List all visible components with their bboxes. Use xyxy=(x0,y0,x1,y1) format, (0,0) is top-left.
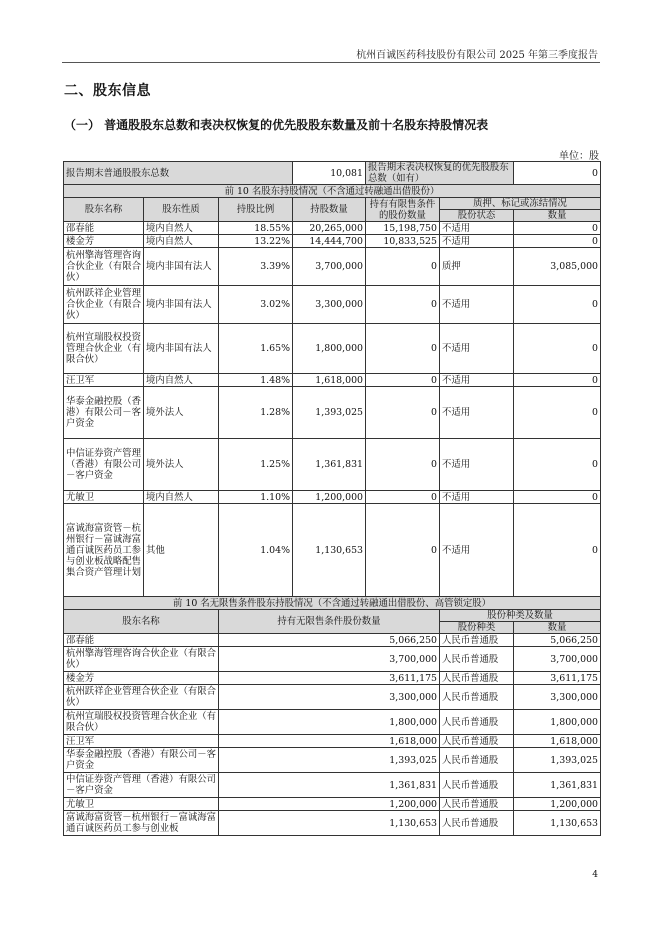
col-header-name: 股东名称 xyxy=(64,198,144,222)
page-number: 4 xyxy=(592,870,598,880)
col-header-ratio: 持股比例 xyxy=(219,198,293,222)
share-quantity: 3,611,175 xyxy=(514,672,601,685)
pledge-quantity: 0 xyxy=(514,491,601,504)
shareholder-name: 杭州跃祥企业管理合伙企业（有限合伙） xyxy=(64,685,219,710)
shareholder-nature: 境内非国有法人 xyxy=(144,286,219,324)
share-ratio: 3.02% xyxy=(219,286,293,324)
pledge-quantity: 0 xyxy=(514,235,601,248)
col-header-name: 股东名称 xyxy=(64,610,219,634)
shareholder-nature: 其他 xyxy=(144,504,219,597)
share-ratio: 1.48% xyxy=(219,374,293,387)
shareholder-name: 尤敏卫 xyxy=(64,491,144,504)
share-type: 人民币普通股 xyxy=(440,634,514,647)
restricted-amount: 0 xyxy=(366,439,440,491)
shareholder-nature: 境内非国有法人 xyxy=(144,324,219,374)
table-row xyxy=(64,735,601,748)
share-ratio: 1.65% xyxy=(219,324,293,374)
section-title: 二、股东信息 xyxy=(64,83,151,99)
share-quantity: 1,618,000 xyxy=(514,735,601,748)
shareholder-name: 华泰金融控股（香港）有限公司－客户资金 xyxy=(64,387,144,439)
unrestricted-amount: 1,361,831 xyxy=(219,773,440,798)
shareholder-name: 杭州宣瑞股权投资管理合伙企业（有限合伙） xyxy=(64,710,219,735)
share-amount: 1,130,653 xyxy=(293,504,366,597)
col-header-share-qty: 数量 xyxy=(514,622,601,634)
pledge-status: 不适用 xyxy=(440,491,514,504)
share-amount: 1,618,000 xyxy=(293,374,366,387)
table-row xyxy=(64,491,601,504)
table-row xyxy=(64,748,601,773)
table-row xyxy=(64,387,601,439)
share-type: 人民币普通股 xyxy=(440,748,514,773)
shareholder-name: 杭州擎海管理咨询合伙企业（有限合伙） xyxy=(64,647,219,672)
table-row xyxy=(64,222,601,235)
pledge-quantity: 0 xyxy=(514,504,601,597)
shareholder-nature: 境内自然人 xyxy=(144,222,219,235)
restricted-amount: 0 xyxy=(366,248,440,286)
pledge-quantity: 0 xyxy=(514,374,601,387)
share-quantity: 3,300,000 xyxy=(514,685,601,710)
pledge-status: 不适用 xyxy=(440,286,514,324)
pledge-status: 不适用 xyxy=(440,439,514,491)
share-type: 人民币普通股 xyxy=(440,672,514,685)
shareholder-name: 中信证券资产管理（香港）有限公司－客户资金 xyxy=(64,773,219,798)
shareholder-name: 汪卫军 xyxy=(64,374,144,387)
share-quantity: 1,361,831 xyxy=(514,773,601,798)
table-row xyxy=(64,324,601,374)
shareholder-name: 富诚海富资管－杭州银行－富诚海富通百诚医药员工参与创业板 xyxy=(64,811,219,836)
summary-row xyxy=(64,162,601,185)
col-header-type-group: 股份种类及数量 xyxy=(440,610,601,622)
shareholder-name: 富诚海富资管－杭州银行－富诚海富通百诚医药员工参与创业板战略配售集合资产管理计划 xyxy=(64,504,144,597)
share-type: 人民币普通股 xyxy=(440,811,514,836)
pledge-status: 不适用 xyxy=(440,387,514,439)
top10-title: 前 10 名股东持股情况（不含通过转融通出借股份） xyxy=(64,185,601,198)
restricted-amount: 10,833,525 xyxy=(366,235,440,248)
top10-title-row xyxy=(64,185,601,198)
share-type: 人民币普通股 xyxy=(440,798,514,811)
restricted-amount: 0 xyxy=(366,374,440,387)
unrestricted-amount: 1,130,653 xyxy=(219,811,440,836)
preferred-holders-value: 0 xyxy=(514,162,601,185)
table-row xyxy=(64,286,601,324)
col-header-restricted: 持有有限售条件的股份数量 xyxy=(366,198,440,222)
share-quantity: 3,700,000 xyxy=(514,647,601,672)
share-ratio: 13.22% xyxy=(219,235,293,248)
shareholder-name: 尤敏卫 xyxy=(64,798,219,811)
table-row xyxy=(64,634,601,647)
share-amount: 1,393,025 xyxy=(293,387,366,439)
pledge-quantity: 0 xyxy=(514,387,601,439)
shareholder-name: 中信证券资产管理（香港）有限公司－客户资金 xyxy=(64,439,144,491)
shareholder-nature: 境内自然人 xyxy=(144,235,219,248)
table-row xyxy=(64,374,601,387)
shareholder-nature: 境内自然人 xyxy=(144,374,219,387)
shareholder-name: 华泰金融控股（香港）有限公司－客户资金 xyxy=(64,748,219,773)
restricted-amount: 0 xyxy=(366,286,440,324)
share-type: 人民币普通股 xyxy=(440,710,514,735)
share-amount: 1,361,831 xyxy=(293,439,366,491)
share-quantity: 1,130,653 xyxy=(514,811,601,836)
table-row xyxy=(64,672,601,685)
share-amount: 1,800,000 xyxy=(293,324,366,374)
share-quantity: 1,200,000 xyxy=(514,798,601,811)
col-header-pledge-status: 股份状态 xyxy=(440,210,514,222)
preferred-holders-label: 报告期末表决权恢复的优先股股东总数（如有） xyxy=(366,162,514,185)
shareholder-nature: 境外法人 xyxy=(144,439,219,491)
share-amount: 3,700,000 xyxy=(293,248,366,286)
pledge-status: 质押 xyxy=(440,248,514,286)
share-amount: 20,265,000 xyxy=(293,222,366,235)
table-row xyxy=(64,811,601,836)
unrestricted-amount: 5,066,250 xyxy=(219,634,440,647)
page-header: 杭州百诚医药科技股份有限公司 2025 年第三季度报告 xyxy=(356,50,598,61)
unit-label: 单位：股 xyxy=(559,151,599,162)
table-row xyxy=(64,710,601,735)
unrestricted-header-row xyxy=(64,610,601,622)
shareholder-table xyxy=(63,161,601,836)
top10-header-row xyxy=(64,198,601,210)
share-amount: 14,444,700 xyxy=(293,235,366,248)
share-quantity: 1,393,025 xyxy=(514,748,601,773)
shareholder-name: 楼金芳 xyxy=(64,235,144,248)
pledge-quantity: 0 xyxy=(514,439,601,491)
col-header-nature: 股东性质 xyxy=(144,198,219,222)
restricted-amount: 15,198,750 xyxy=(366,222,440,235)
share-ratio: 18.55% xyxy=(219,222,293,235)
shareholder-name: 杭州宣瑞股权投资管理合伙企业（有限合伙） xyxy=(64,324,144,374)
shareholder-name: 汪卫军 xyxy=(64,735,219,748)
subsection-title: （一） 普通股股东总数和表决权恢复的优先股股东数量及前十名股东持股情况表 xyxy=(64,118,489,132)
unrestricted-amount: 3,700,000 xyxy=(219,647,440,672)
shareholder-table-body xyxy=(64,162,601,836)
shareholder-name: 杭州擎海管理咨询合伙企业（有限合伙） xyxy=(64,248,144,286)
pledge-status: 不适用 xyxy=(440,324,514,374)
pledge-quantity: 0 xyxy=(514,324,601,374)
table-row xyxy=(64,773,601,798)
shareholder-name: 楼金芳 xyxy=(64,672,219,685)
pledge-quantity: 0 xyxy=(514,222,601,235)
shareholder-nature: 境内非国有法人 xyxy=(144,248,219,286)
pledge-status: 不适用 xyxy=(440,504,514,597)
table-row xyxy=(64,647,601,672)
shareholder-nature: 境内自然人 xyxy=(144,491,219,504)
table-row xyxy=(64,235,601,248)
unrestricted-amount: 1,393,025 xyxy=(219,748,440,773)
col-header-pledge-group: 质押、标记或冻结情况 xyxy=(440,198,601,210)
col-header-unrestricted-amount: 持有无限售条件股份数量 xyxy=(219,610,440,634)
shareholder-name: 杭州跃祥企业管理合伙企业（有限合伙） xyxy=(64,286,144,324)
share-type: 人民币普通股 xyxy=(440,647,514,672)
share-amount: 3,300,000 xyxy=(293,286,366,324)
pledge-quantity: 0 xyxy=(514,286,601,324)
unrestricted-amount: 1,618,000 xyxy=(219,735,440,748)
pledge-quantity: 3,085,000 xyxy=(514,248,601,286)
share-ratio: 1.04% xyxy=(219,504,293,597)
total-holders-value: 10,081 xyxy=(293,162,366,185)
pledge-status: 不适用 xyxy=(440,222,514,235)
total-holders-label: 报告期末普通股股东总数 xyxy=(64,162,293,185)
pledge-status: 不适用 xyxy=(440,374,514,387)
shareholder-name: 邵春能 xyxy=(64,634,219,647)
unrestricted-title-row xyxy=(64,597,601,610)
unrestricted-amount: 3,300,000 xyxy=(219,685,440,710)
table-row xyxy=(64,685,601,710)
share-type: 人民币普通股 xyxy=(440,685,514,710)
share-type: 人民币普通股 xyxy=(440,735,514,748)
share-amount: 1,200,000 xyxy=(293,491,366,504)
col-header-amount: 持股数量 xyxy=(293,198,366,222)
table-row xyxy=(64,798,601,811)
table-row xyxy=(64,504,601,597)
table-row xyxy=(64,439,601,491)
share-quantity: 1,800,000 xyxy=(514,710,601,735)
shareholder-nature: 境外法人 xyxy=(144,387,219,439)
unrestricted-amount: 1,800,000 xyxy=(219,710,440,735)
col-header-share-type: 股份种类 xyxy=(440,622,514,634)
col-header-pledge-qty: 数量 xyxy=(514,210,601,222)
pledge-status: 不适用 xyxy=(440,235,514,248)
share-ratio: 1.28% xyxy=(219,387,293,439)
unrestricted-amount: 1,200,000 xyxy=(219,798,440,811)
unrestricted-amount: 3,611,175 xyxy=(219,672,440,685)
shareholder-name: 邵春能 xyxy=(64,222,144,235)
share-ratio: 3.39% xyxy=(219,248,293,286)
share-ratio: 1.10% xyxy=(219,491,293,504)
unrestricted-title: 前 10 名无限售条件股东持股情况（不含通过转融通出借股份、高管锁定股） xyxy=(64,597,601,610)
share-ratio: 1.25% xyxy=(219,439,293,491)
table-row xyxy=(64,248,601,286)
header-rule xyxy=(62,62,600,63)
restricted-amount: 0 xyxy=(366,387,440,439)
restricted-amount: 0 xyxy=(366,324,440,374)
share-quantity: 5,066,250 xyxy=(514,634,601,647)
restricted-amount: 0 xyxy=(366,504,440,597)
share-type: 人民币普通股 xyxy=(440,773,514,798)
restricted-amount: 0 xyxy=(366,491,440,504)
